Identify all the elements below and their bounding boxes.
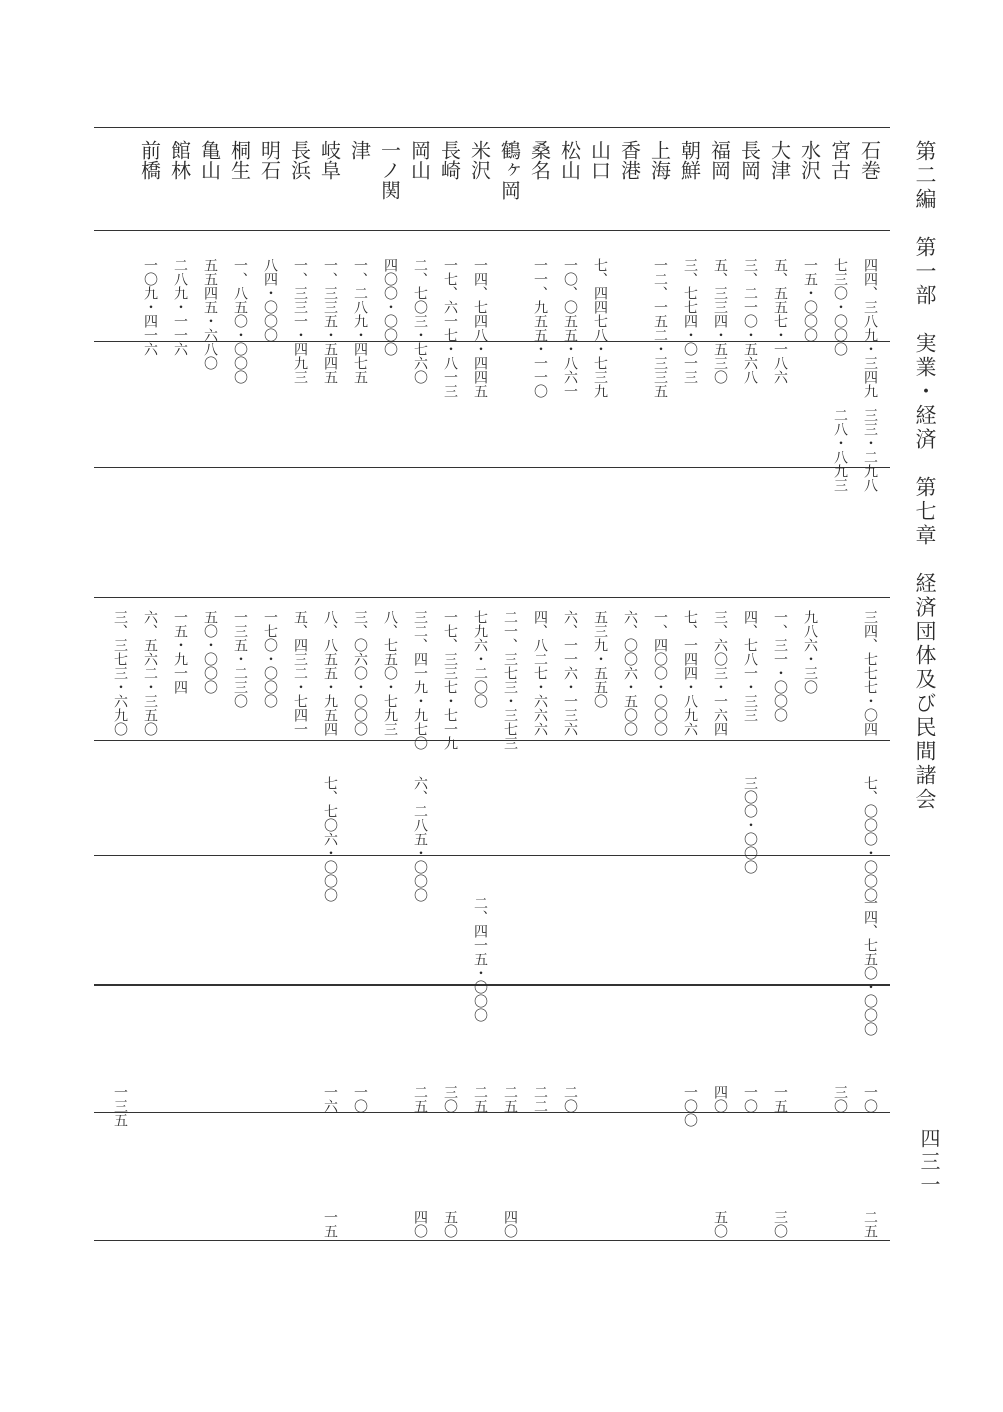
cell-c1: 四四、三八九・三四九: [862, 258, 878, 398]
cell-c1: 五五四五・六八〇: [202, 258, 218, 370]
cell-c7: 五〇: [712, 1210, 728, 1238]
place-name: 一ノ関: [377, 140, 402, 200]
cell-c3: 一五・九一四: [172, 610, 188, 694]
cell-c6: 一〇: [742, 1085, 758, 1113]
cell-c1: 七、四四七八・七三九: [592, 258, 608, 398]
cell-c6: 二五: [412, 1085, 428, 1113]
cell-c3: 三四、七七七・〇四: [862, 610, 878, 736]
cell-c3: 七九六・二〇〇: [472, 610, 488, 708]
page-number: 四三一: [917, 1128, 941, 1197]
cell-c3: 五三九・五五〇: [592, 610, 608, 708]
place-name: 明石: [257, 140, 282, 180]
cell-c3: 六、一一六・一三六: [562, 610, 578, 736]
cell-c6: 二〇: [562, 1085, 578, 1113]
cell-c3: 五〇・〇〇〇: [202, 610, 218, 694]
cell-c3: 三、六〇三・一六四: [712, 610, 728, 736]
cell-c7: 三〇: [772, 1210, 788, 1238]
rule-after-col5: [94, 984, 890, 986]
cell-c3: 五、四三二・七四一: [292, 610, 308, 736]
place-name: 桑名: [527, 140, 552, 180]
cell-c7: 四〇: [412, 1210, 428, 1238]
place-name: 館林: [167, 140, 192, 180]
running-header: 第二編 第一部 実業・経済 第七章 経済団体及び民間諸会: [913, 140, 937, 812]
cell-c7: 二五: [862, 1210, 878, 1238]
cell-c2: 三三・二九八: [862, 408, 878, 492]
place-name: 長浜: [287, 140, 312, 180]
cell-c1: 一、三三五・五四五: [322, 258, 338, 384]
cell-c3: 八、八五五・九五四: [322, 610, 338, 736]
cell-c6: 二二: [532, 1085, 548, 1113]
place-name: 大津: [767, 140, 792, 180]
cell-c4: 七、七〇六・〇〇〇: [322, 776, 338, 902]
cell-c1: 二、七〇三・七六〇: [412, 258, 428, 384]
cell-c3: 七、一四四・八九六: [682, 610, 698, 736]
cell-c4: 三〇〇・〇〇〇: [742, 776, 758, 874]
cell-c6: 一六: [322, 1085, 338, 1113]
place-name: 長岡: [737, 140, 762, 180]
cell-c1: 一五・〇〇〇: [802, 258, 818, 342]
place-name: 松山: [557, 140, 582, 180]
cell-c3: 一七、三三七・七一九: [442, 610, 458, 750]
cell-c6: 一〇: [352, 1085, 368, 1113]
cell-c7: 五〇: [442, 1210, 458, 1238]
cell-c3: 四、七八一・三三: [742, 610, 758, 722]
cell-c1: 一四、七四八・四四五: [472, 258, 488, 398]
cell-c2: 二八・八九三: [832, 408, 848, 492]
cell-c3: 二一、三七三・三七三: [502, 610, 518, 750]
cell-c3: 六、〇〇六・五〇〇: [622, 610, 638, 736]
place-name: 香港: [617, 140, 642, 180]
place-name: 亀山: [197, 140, 222, 180]
cell-c3: 三、三七三・六九〇: [112, 610, 128, 736]
rule-after-col2: [94, 467, 890, 468]
cell-c1: 五、五五七・一八六: [772, 258, 788, 384]
cell-c1: 三、二一〇・五六八: [742, 258, 758, 384]
place-name: 鶴ヶ岡: [497, 140, 522, 200]
cell-c6: 一〇: [862, 1085, 878, 1113]
cell-c3: 三、〇六〇・〇〇〇: [352, 610, 368, 736]
place-name: 岐阜: [317, 140, 342, 180]
cell-c1: 一、三三一・四九三: [292, 258, 308, 384]
place-name: 宮古: [827, 140, 852, 180]
place-name: 岡山: [407, 140, 432, 180]
place-name: 米沢: [467, 140, 492, 180]
place-name: 前橋: [137, 140, 162, 180]
rule-bottom: [94, 1240, 890, 1241]
cell-c1: 一一、九五五・一一〇: [532, 258, 548, 398]
cell-c3: 六、五六二・三五〇: [142, 610, 158, 736]
cell-c3: 一七〇・〇〇〇: [262, 610, 278, 708]
cell-c1: 一七、六一七・八一三: [442, 258, 458, 398]
cell-c6: 四〇: [712, 1085, 728, 1113]
cell-c4: 七、〇〇〇・〇〇〇: [862, 776, 878, 902]
place-name: 石巻: [857, 140, 882, 180]
cell-c3: 四、八二七・六六六: [532, 610, 548, 736]
rule-after-col2b: [94, 597, 890, 598]
cell-c1: 三、七七四・〇一三: [682, 258, 698, 384]
place-name: 水沢: [797, 140, 822, 180]
cell-c1: 七三〇・〇〇〇: [832, 258, 848, 356]
cell-c6: 二五: [472, 1085, 488, 1113]
place-name: 上海: [647, 140, 672, 180]
rule-after-col3: [94, 740, 890, 741]
place-name: 朝鮮: [677, 140, 702, 180]
cell-c6: 一五: [772, 1085, 788, 1113]
place-name: 桐生: [227, 140, 252, 180]
cell-c3: 一、三一・〇〇〇: [772, 610, 788, 722]
cell-c1: 一、二八九・四七五: [352, 258, 368, 384]
place-name: 山口: [587, 140, 612, 180]
cell-c6: 三〇: [832, 1085, 848, 1113]
cell-c6: 二五: [502, 1085, 518, 1113]
cell-c3: 一、四〇〇・〇〇〇: [652, 610, 668, 736]
cell-c1: 五、三三四・五三〇: [712, 258, 728, 384]
rule-top: [94, 127, 890, 128]
cell-c7: 四〇: [502, 1210, 518, 1238]
cell-c1: 一〇、〇五五・八六一: [562, 258, 578, 398]
cell-c6: 一〇〇: [682, 1085, 698, 1127]
cell-c1: 八四・〇〇〇: [262, 258, 278, 342]
cell-c3: 八、七五〇・七九三: [382, 610, 398, 736]
place-name: 津: [347, 140, 372, 160]
cell-c7: 一五: [322, 1210, 338, 1238]
cell-c3: 三二、四一九・九七〇: [412, 610, 428, 750]
cell-c1: 一、八五〇・〇〇〇: [232, 258, 248, 384]
place-name: 長崎: [437, 140, 462, 180]
cell-c3: 九八六・三〇: [802, 610, 818, 694]
cell-c1: 四〇〇・〇〇〇: [382, 258, 398, 356]
cell-c1: 二八九・一一六: [172, 258, 188, 356]
rule-after-place: [94, 230, 890, 231]
cell-c1: 一〇九・四一六: [142, 258, 158, 356]
cell-c6: 一三五: [112, 1085, 128, 1127]
cell-c5: 二、四一五・〇〇〇: [472, 896, 488, 1022]
cell-c3: 一三五・二三〇: [232, 610, 248, 708]
cell-c6: 三〇: [442, 1085, 458, 1113]
cell-c1: 一二、一五二・三三五: [652, 258, 668, 398]
place-name: 福岡: [707, 140, 732, 180]
cell-c4: 六、二八五・〇〇〇: [412, 776, 428, 902]
rule-after-col4: [94, 855, 890, 856]
cell-c5: 一四、七五〇・〇〇〇: [862, 896, 878, 1036]
